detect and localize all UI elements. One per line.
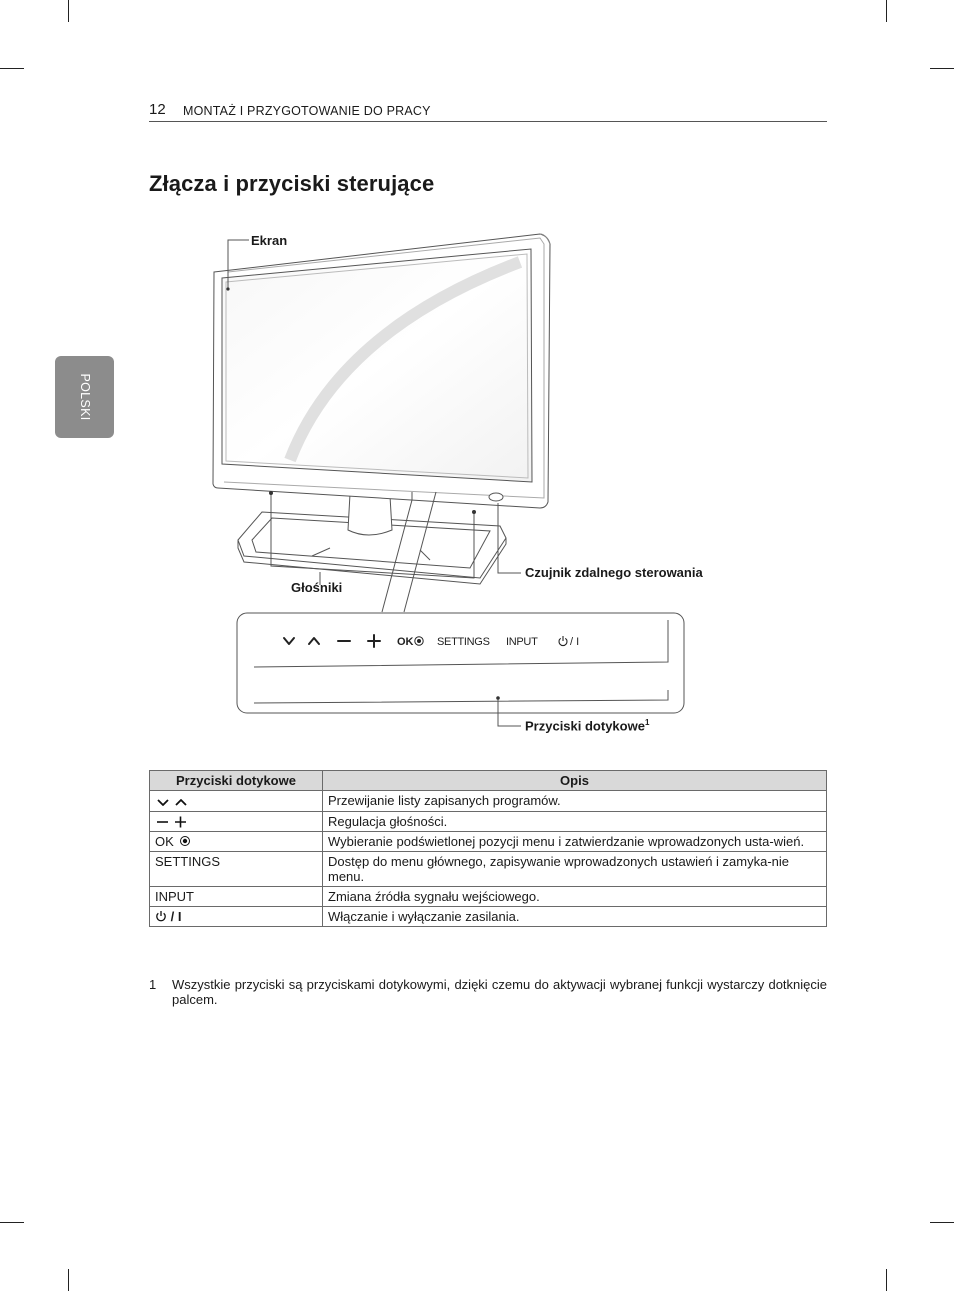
label-touch-buttons — [525, 718, 649, 733]
button-cell — [150, 791, 323, 812]
monitor-screen — [222, 249, 532, 482]
panel-input-label: INPUT — [506, 636, 538, 648]
button-text: OK — [155, 834, 174, 850]
crop-mark — [886, 1269, 887, 1291]
button-cell — [150, 907, 323, 927]
touch-buttons-table — [149, 770, 827, 927]
power-icon — [155, 910, 167, 922]
footnote-number: 1 — [149, 977, 157, 992]
stand-neck — [348, 494, 392, 535]
description-cell: Włączanie i wyłączanie zasilania. — [323, 907, 827, 927]
remote-sensor — [489, 493, 503, 501]
table-row — [150, 907, 827, 927]
table-row — [150, 791, 827, 812]
footnote — [149, 977, 827, 1007]
button-cell — [150, 832, 323, 852]
panel-ok-label: OK — [397, 636, 414, 648]
language-tab-label: POLSKI — [77, 373, 92, 421]
panel-power-sep: / I — [570, 636, 580, 648]
description-cell: Dostęp do menu głównego, zapisywanie wprowadzonych ustawień i zamyka-nie menu. — [323, 852, 827, 887]
crop-mark — [930, 1222, 954, 1223]
table-row — [150, 852, 827, 887]
footnote-text: Wszystkie przyciski są przyciskami dotykowymi, dzięki czemu do aktywacji wybranej funkcji wystarczy dotknięcie palcem. — [172, 977, 827, 1007]
page-number: 12 — [149, 101, 166, 118]
table-row — [150, 811, 827, 832]
label-touch-buttons-text: Przyciski dotykowe — [525, 718, 645, 734]
chevron-down-icon — [158, 800, 168, 805]
plus-icon — [175, 817, 186, 828]
panel-settings-label: SETTINGS — [437, 636, 490, 648]
footnote-ref: 1 — [644, 718, 650, 727]
label-remote-sensor: Czujnik zdalnego sterowania — [525, 565, 703, 580]
button-cell: SETTINGS — [150, 852, 323, 887]
table-row — [150, 887, 827, 907]
button-cell — [150, 811, 323, 832]
page-title: Złącza i przyciski sterujące — [149, 171, 435, 196]
label-speakers: Głośniki — [291, 580, 343, 595]
button-text: / I — [170, 909, 182, 925]
description-cell: Zmiana źródła sygnału wejściowego. — [323, 887, 827, 907]
description-cell: Przewijanie listy zapisanych programów. — [323, 791, 827, 812]
section-title: MONTAŻ I PRZYGOTOWANIE DO PRACY — [183, 104, 431, 118]
ok-circle-icon — [179, 835, 191, 847]
description-cell: Regulacja głośności. — [323, 811, 827, 832]
crop-mark — [68, 1269, 69, 1291]
col-header-button: Przyciski dotykowe — [150, 771, 323, 791]
button-cell: INPUT — [150, 887, 323, 907]
chevron-up-icon — [176, 800, 186, 805]
label-screen: Ekran — [251, 233, 288, 248]
description-cell: Wybieranie podświetlonej pozycji menu i zatwierdzanie wprowadzonych usta-wień. — [323, 832, 827, 852]
table-row — [150, 832, 827, 852]
crop-mark — [0, 1222, 24, 1223]
table-header-row — [150, 771, 827, 791]
col-header-description: Opis — [323, 771, 827, 791]
